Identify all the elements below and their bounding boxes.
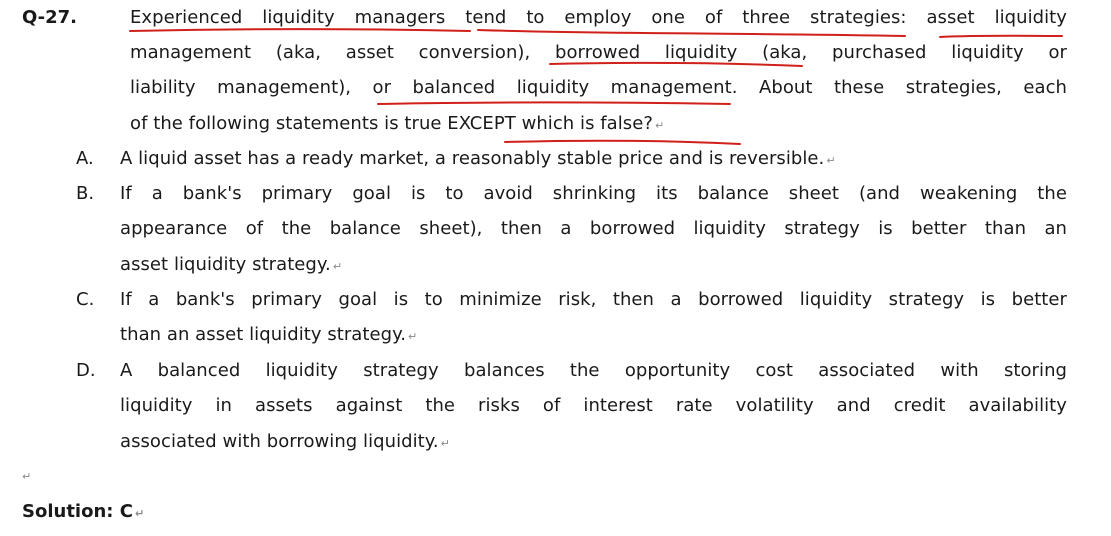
solution-answer <box>22 500 144 526</box>
option-c-line-2 <box>120 323 1067 349</box>
paragraph-mark: ↵ <box>654 119 665 132</box>
option-b-line-2: appearance of the balance sheet), then a borrowed liquidity strategy is better than an <box>120 218 1067 239</box>
blank-paragraph-mark: ↵ <box>22 470 32 483</box>
question-line-4-text: of the following statements is true EXCEPT which is false? <box>130 113 653 134</box>
question-line-1: Experienced liquidity managers tend to employ one of three strategies: asset liquidity <box>130 7 1067 28</box>
option-d-line-1: A balanced liquidity strategy balances the opportunity cost associated with storing <box>120 360 1067 381</box>
question-line-3: liability management), or balanced liquidity management. About these strategies, each <box>130 77 1067 98</box>
option-c-line-1: If a bank's primary goal is to minimize risk, then a borrowed liquidity strategy is better <box>120 289 1067 310</box>
option-b-line-3 <box>120 253 1067 279</box>
underline-tend-to-employ <box>478 30 905 36</box>
paragraph-mark: ↵ <box>134 507 145 520</box>
underline-except-false <box>505 141 740 144</box>
option-d-line-2: liquidity in assets against the risks of interest rate volatility and credit availability <box>120 395 1067 416</box>
option-a-text: A liquid asset has a ready market, a reasonably stable price and is reversible. <box>120 148 825 169</box>
paragraph-mark: ↵ <box>440 437 450 450</box>
underline-liquidity-management <box>378 103 730 105</box>
option-a-letter: A. <box>76 148 94 169</box>
solution-text: Solution: C <box>22 501 133 522</box>
option-a-line-1 <box>120 147 1067 173</box>
option-d-text-end: associated with borrowing liquidity. <box>120 431 439 452</box>
paragraph-mark: ↵ <box>408 330 418 343</box>
option-d-letter: D. <box>76 360 96 381</box>
question-line-4 <box>130 112 1067 138</box>
question-line-2: management (aka, asset conversion), borrowed liquidity (aka, purchased liquidity or <box>130 42 1067 63</box>
option-b-letter: B. <box>76 183 95 204</box>
question-number: Q-27. <box>22 7 77 28</box>
option-c-text-end: than an asset liquidity strategy. <box>120 324 407 345</box>
underline-asset-liquidity <box>940 36 1062 37</box>
paragraph-mark: ↵ <box>826 154 836 167</box>
option-b-line-1: If a bank's primary goal is to avoid shrinking its balance sheet (and weakening the <box>120 183 1067 204</box>
paragraph-mark: ↵ <box>332 260 343 273</box>
option-b-text-end: asset liquidity strategy. <box>120 254 331 275</box>
option-d-line-3 <box>120 430 1067 456</box>
option-c-letter: C. <box>76 289 95 310</box>
